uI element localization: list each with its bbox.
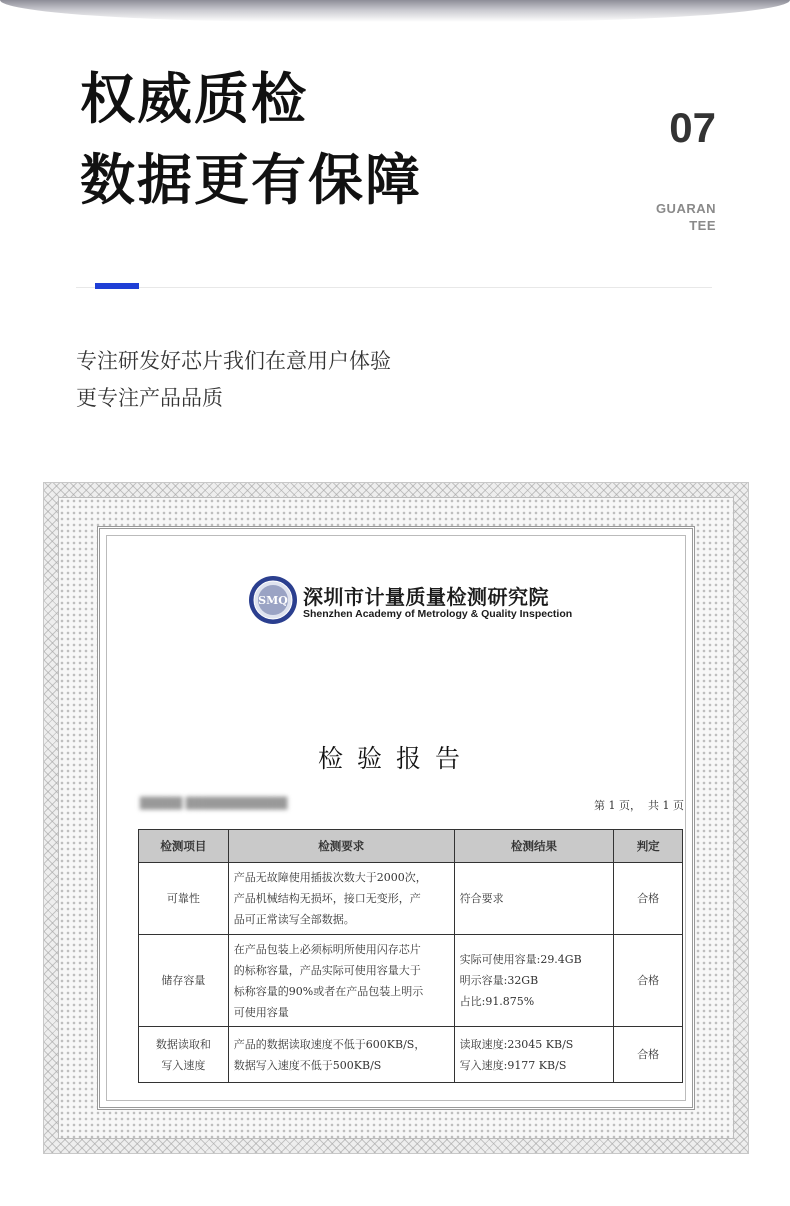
guarantee-label-line-2: TEE bbox=[689, 218, 716, 233]
table-cell-requirement bbox=[228, 1027, 454, 1083]
requirement-line: 品可正常读写全部数据。 bbox=[233, 913, 355, 926]
table-row bbox=[139, 935, 683, 1027]
table-row bbox=[139, 1027, 683, 1083]
subtitle-line-1: 专注研发好芯片我们在意用户体验 bbox=[76, 349, 391, 373]
page-info: 第 1 页， 共 1 页 bbox=[594, 799, 684, 812]
table-header-cell: 检测要求 bbox=[228, 830, 454, 863]
org-name-zh: 深圳市计量质量检测研究院 bbox=[303, 585, 549, 609]
table-cell-item: 储存容量 bbox=[139, 935, 229, 1027]
table-cell-verdict: 合格 bbox=[614, 863, 683, 935]
table-cell-item bbox=[139, 1027, 229, 1083]
requirement-line: 数据写入速度不低于500KB/S bbox=[233, 1058, 382, 1072]
requirement-line: 产品的数据读取速度不低于600KB/S， bbox=[233, 1037, 426, 1051]
result-line: 写入速度:9177 KB/S bbox=[459, 1058, 567, 1072]
org-name-en: Shenzhen Academy of Metrology & Quality Inspection bbox=[303, 608, 573, 620]
accent-bar bbox=[95, 283, 139, 289]
report-table bbox=[138, 829, 683, 1083]
top-shadow-decoration bbox=[0, 0, 790, 22]
report-number-redacted: █████ ████████████ bbox=[140, 797, 288, 810]
requirement-line: 在产品包装上必须标明所使用闪存芯片 bbox=[233, 942, 421, 956]
divider-line bbox=[76, 287, 712, 288]
result-line: 实际可使用容量:29.4GB bbox=[459, 953, 582, 966]
result-line: 读取速度:23045 KB/S bbox=[459, 1037, 574, 1051]
certificate-frame bbox=[43, 482, 749, 1154]
requirement-line: 产品机械结构无损坏，接口无变形，产 bbox=[233, 892, 421, 905]
table-cell-result bbox=[454, 863, 614, 935]
certificate-ornament-band bbox=[58, 497, 734, 1139]
requirement-line: 可使用容量 bbox=[233, 1005, 289, 1019]
headline-line-1: 权威质检 bbox=[80, 67, 309, 131]
subtitle-line-2: 更专注产品品质 bbox=[76, 386, 223, 410]
table-cell-item: 可靠性 bbox=[139, 863, 229, 935]
table-cell-verdict: 合格 bbox=[614, 935, 683, 1027]
requirement-line: 产品无故障使用插拔次数大于2000次， bbox=[233, 871, 427, 884]
table-header-cell: 检测结果 bbox=[454, 830, 614, 863]
table-cell-requirement bbox=[228, 863, 454, 935]
result-line: 符合要求 bbox=[459, 892, 504, 905]
table-header-row bbox=[139, 830, 683, 863]
table-header-cell: 判定 bbox=[614, 830, 683, 863]
table-row bbox=[139, 863, 683, 935]
section-number: 07 bbox=[669, 104, 716, 151]
requirement-line: 标称容量的90%或者在产品包装上明示 bbox=[233, 984, 424, 998]
requirement-line: 的标称容量，产品实际可使用容量大于 bbox=[233, 963, 421, 977]
smq-seal-icon bbox=[248, 575, 298, 625]
table-cell-verdict: 合格 bbox=[614, 1027, 683, 1083]
certificate-body bbox=[97, 526, 695, 1110]
report-title: 检验报告 bbox=[317, 744, 474, 773]
table-cell-result bbox=[454, 1027, 614, 1083]
item-line: 写入速度 bbox=[161, 1058, 206, 1072]
guarantee-label-line-1: GUARAN bbox=[655, 201, 716, 216]
result-line: 占比:91.875% bbox=[459, 995, 535, 1008]
table-header-cell: 检测项目 bbox=[139, 830, 229, 863]
table-cell-result bbox=[454, 935, 614, 1027]
seal-text: SMQ bbox=[258, 594, 288, 607]
result-line: 明示容量:32GB bbox=[459, 974, 539, 987]
headline-line-2: 数据更有保障 bbox=[80, 148, 423, 212]
table-cell-requirement bbox=[228, 935, 454, 1027]
guarantee-label bbox=[596, 200, 716, 234]
item-line: 数据读取和 bbox=[155, 1037, 211, 1051]
